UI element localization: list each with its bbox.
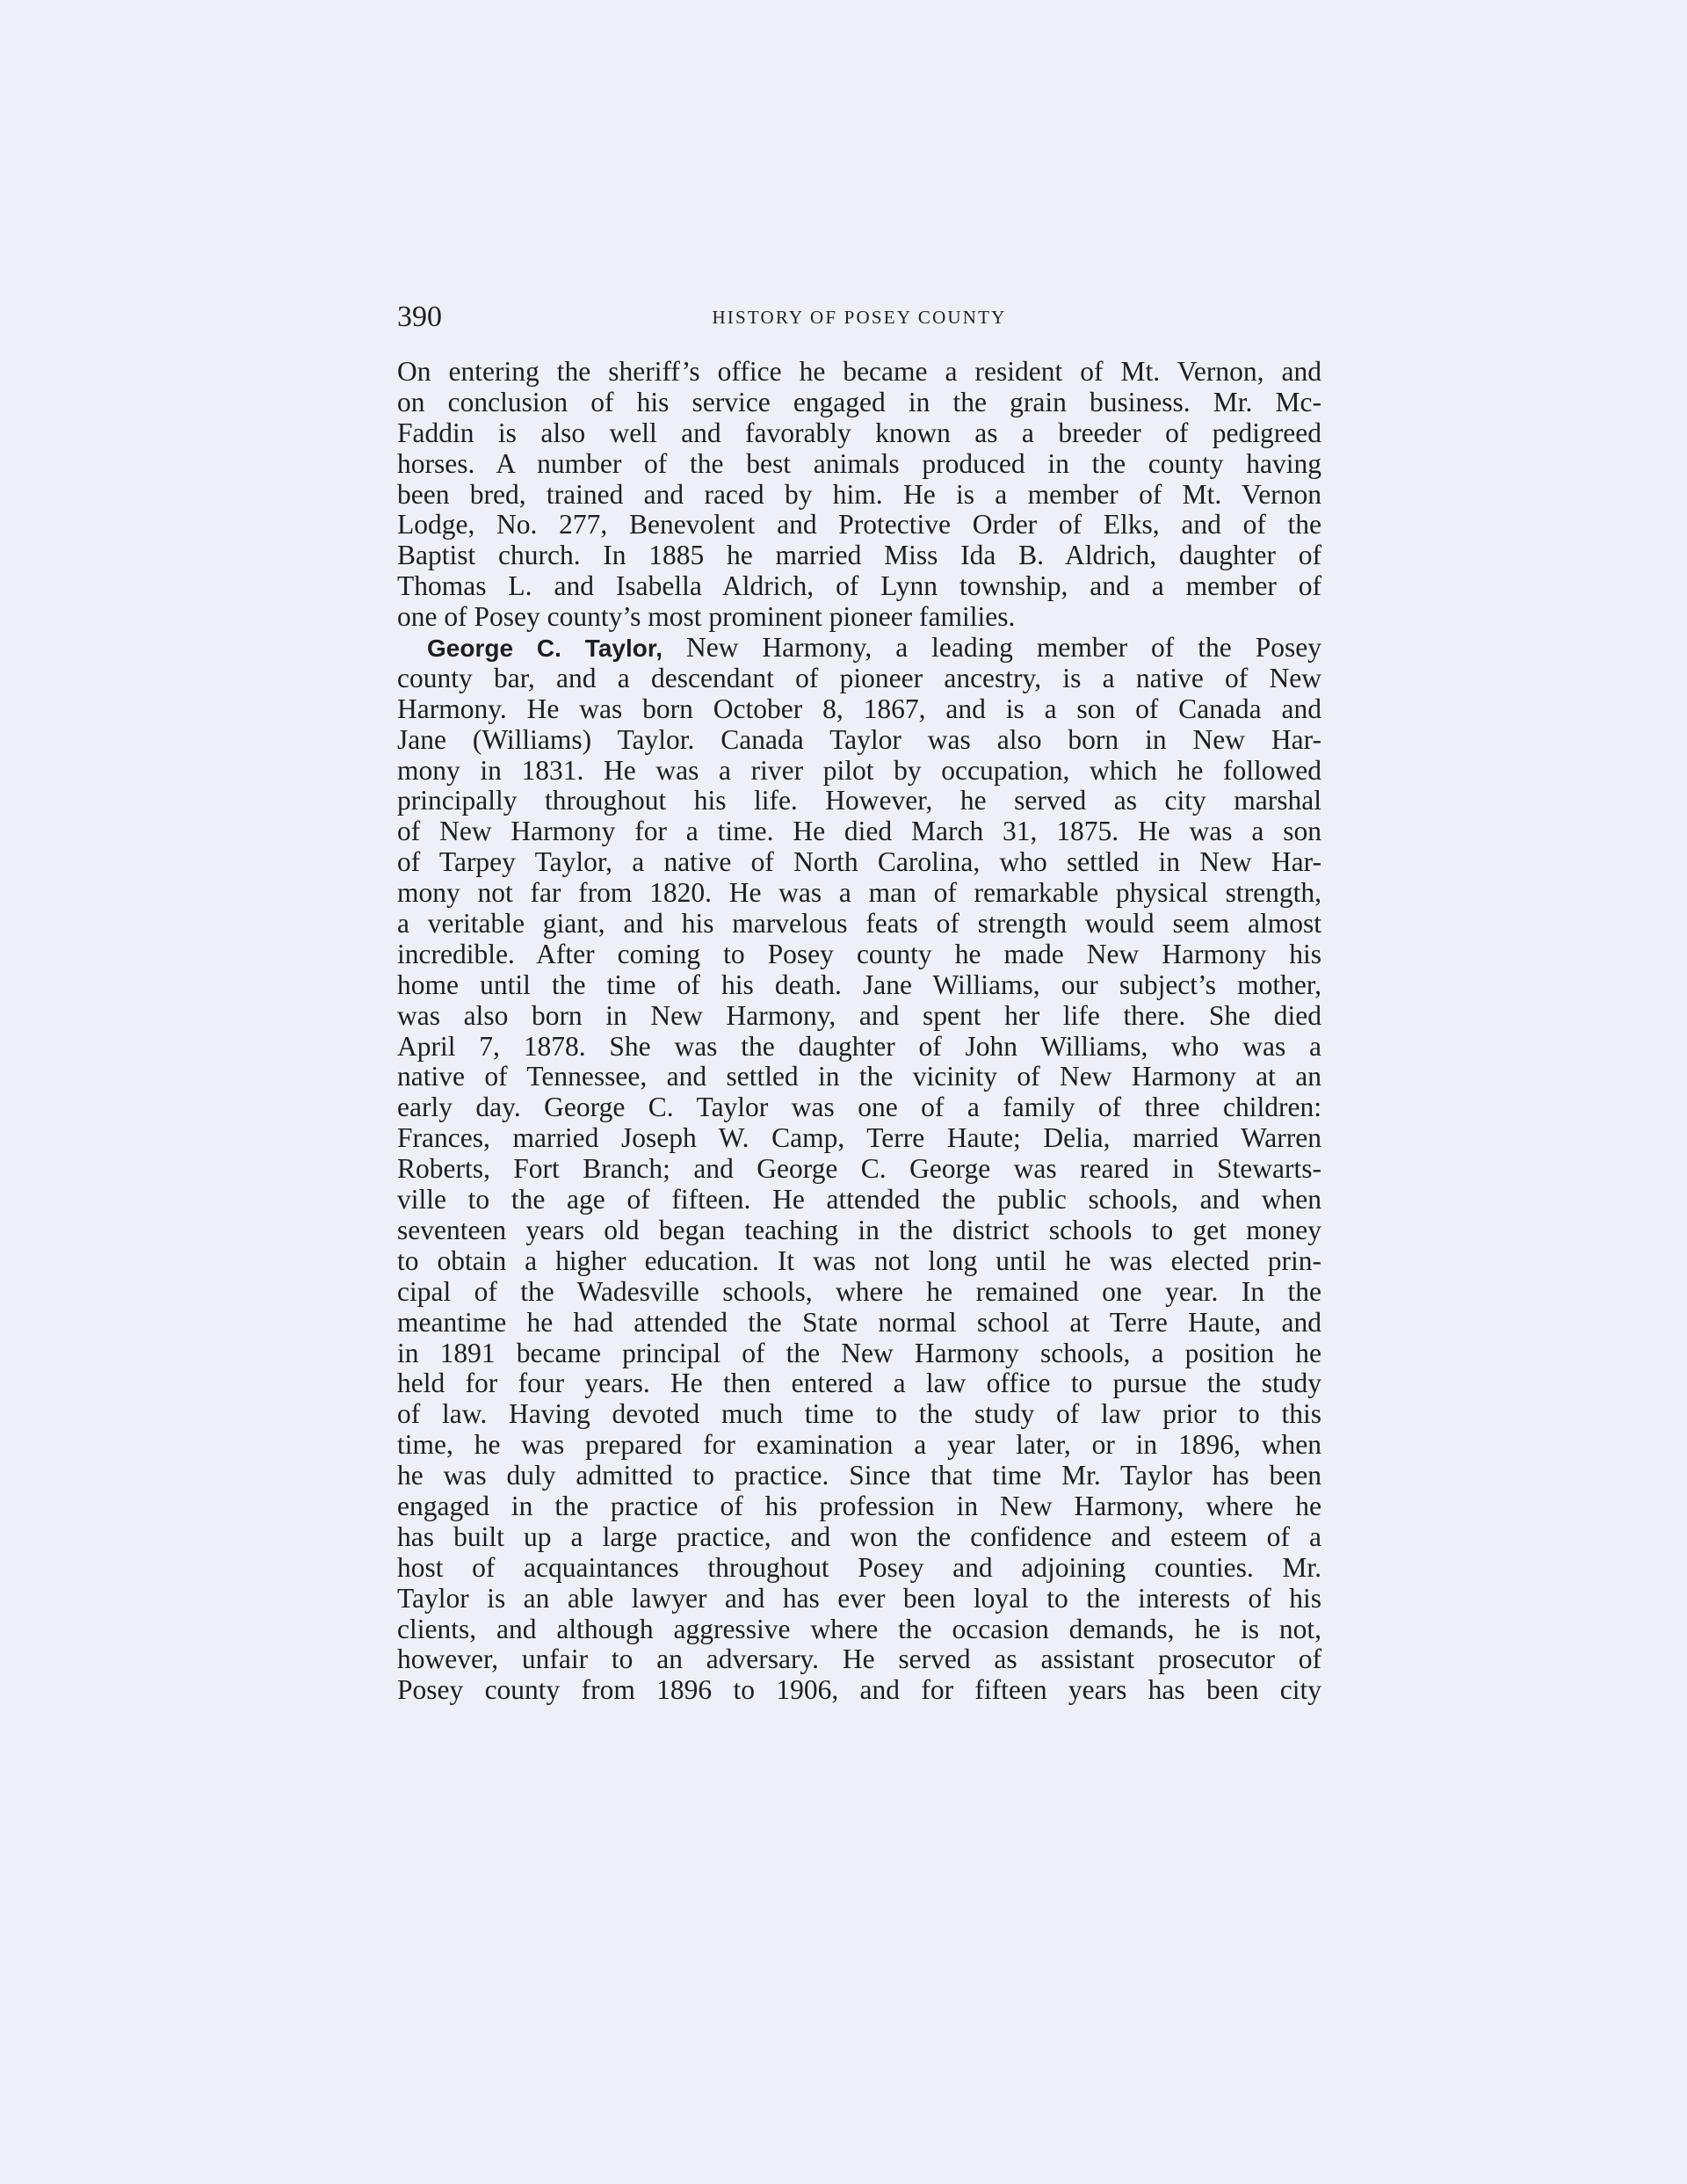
text-line: Baptist church. In 1885 he married Miss Ida B. Aldrich, daughter of [397,540,1321,571]
text-line: Taylor is an able lawyer and has ever been loyal to the interests of his [397,1582,1321,1614]
text-line: seventeen years old began teaching in the district schools to get money [397,1214,1321,1245]
text-line: has built up a large practice, and won the confidence and esteem of a [397,1520,1321,1552]
text-line: Roberts, Fort Branch; and George C. George was reared in Stewarts- [397,1153,1321,1185]
text-line: incredible. After coming to Posey county he made New Harmony his [397,938,1321,969]
text-line: April 7, 1878. She was the daughter of John Williams, who was a [397,1030,1321,1062]
text-line: of law. Having devoted much time to the study of law prior to this [397,1398,1321,1430]
text-line: however, unfair to an adversary. He served as assistant prosecutor of [397,1643,1321,1675]
text-line: clients, and although aggressive where the occasion demands, he is not, [397,1613,1321,1644]
text-line: to obtain a higher education. It was not long until he was elected prin- [397,1244,1321,1276]
text-line: meantime he had attended the State normal school at Terre Haute, and [397,1306,1321,1338]
text-line: Faddin is also well and favorably known as a breeder of pedigreed [397,417,1321,448]
text-line: time, he was prepared for examination a year later, or in 1896, when [397,1429,1321,1461]
text-line: he was duly admitted to practice. Since that time Mr. Taylor has been [397,1460,1321,1491]
body-text [397,357,1321,1706]
text-line: Frances, married Joseph W. Camp, Terre Haute; Delia, married Warren [397,1122,1321,1154]
text-line: in 1891 became principal of the New Harmony schools, a position he [397,1337,1321,1368]
paragraph-mcfaddin [397,357,1321,633]
text-line: Posey county from 1896 to 1906, and for fifteen years has been city [397,1674,1321,1706]
text-line: cipal of the Wadesville schools, where he remained one year. In the [397,1275,1321,1307]
text-line: native of Tennessee, and settled in the vicinity of New Harmony at an [397,1061,1321,1092]
text-line: horses. A number of the best animals produced in the county having [397,447,1321,479]
running-title: HISTORY OF POSEY COUNTY [712,307,1007,328]
text-line: a veritable giant, and his marvelous feats of strength would seem almost [397,908,1321,940]
text-line: on conclusion of his service engaged in the grain business. Mr. Mc- [397,386,1321,417]
text-line: of Tarpey Taylor, a native of North Carolina, who settled in New Har- [397,846,1321,878]
text-line: been bred, trained and raced by him. He is a member of Mt. Vernon [397,478,1321,510]
text-line: was also born in New Harmony, and spent her life there. She died [397,999,1321,1031]
text-line: mony in 1831. He was a river pilot by occupation, which he followed [397,754,1321,786]
text-line: Harmony. He was born October 8, 1867, and is a son of Canada and [397,693,1321,724]
text-line: Lodge, No. 277, Benevolent and Protective Order of Elks, and of the [397,509,1321,541]
paragraph-george-c-taylor [397,633,1321,1706]
biography-name-heading: George C. Taylor, [427,635,662,663]
text-line: ville to the age of fifteen. He attended the public schools, and when [397,1184,1321,1215]
text-line: principally throughout his life. However, he served as city marshal [397,785,1321,816]
text-line: early day. George C. Taylor was one of a family of three children: [397,1092,1321,1123]
text-line: host of acquaintances throughout Posey and adjoining counties. Mr. [397,1551,1321,1583]
text-line: mony not far from 1820. He was a man of remarkable physical strength, [397,877,1321,909]
text-line: home until the time of his death. Jane Williams, our subject’s mother, [397,969,1321,1000]
text-line: one of Posey county’s most prominent pioneer families. [397,601,1016,633]
text-line: held for four years. He then entered a law office to pursue the study [397,1368,1321,1399]
text-line: On entering the sheriff’s office he became a resident of Mt. Vernon, and [397,356,1321,387]
text-line: of New Harmony for a time. He died March 31, 1875. He was a son [397,816,1321,847]
text-line: Thomas L. and Isabella Aldrich, of Lynn township, and a member of [397,570,1321,602]
text-line: engaged in the practice of his profession in New Harmony, where he [397,1490,1321,1521]
first-line-text: New Harmony, a leading member of the Posey [662,632,1321,664]
text-line [397,633,1321,664]
text-line: county bar, and a descendant of pioneer ancestry, is a native of New [397,662,1321,693]
text-line: Jane (Williams) Taylor. Canada Taylor was also born in New Har- [397,723,1321,755]
page-header [397,300,1321,335]
page-number: 390 [397,301,442,333]
